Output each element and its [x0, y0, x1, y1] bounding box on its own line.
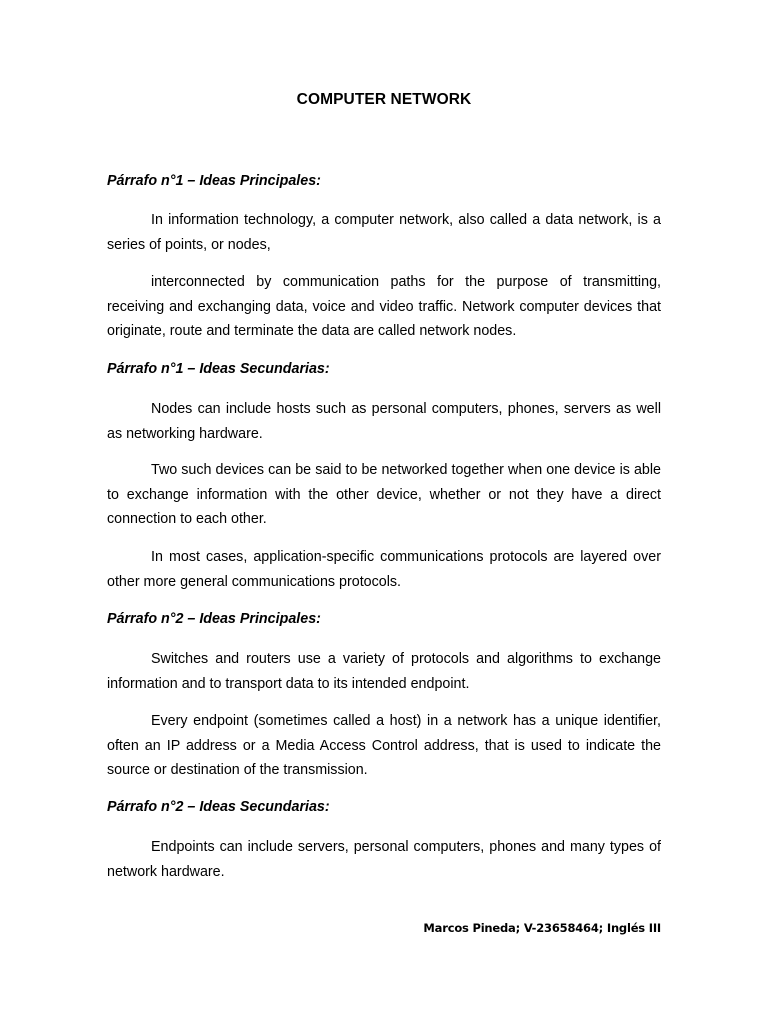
paragraph: interconnected by communication paths for the purpose of transmitting, receiving and exchanging data, voice and video traffic. Network computer devices that originate, route and terminate the data are called network nodes. [107, 274, 661, 340]
footer-author: Marcos Pineda; V-23658464; Inglés III [423, 921, 661, 935]
paragraph: In most cases, application-specific communications protocols are layered over other more general communications protocols. [107, 549, 661, 590]
section-heading: Párrafo n°1 – Ideas Principales: [107, 173, 321, 189]
paragraph: Every endpoint (sometimes called a host) in a network has a unique identifier, often an IP address or a Media Access Control address, that is used to indicate the source or destination of the transmission. [107, 713, 661, 779]
paragraph: Nodes can include hosts such as personal computers, phones, servers as well as networking hardware. [107, 401, 661, 442]
paragraph: Two such devices can be said to be networked together when one device is able to exchange information with the other device, whether or not they have a direct connection to each other. [107, 462, 661, 528]
page-title: COMPUTER NETWORK [296, 91, 472, 108]
paragraph: Switches and routers use a variety of protocols and algorithms to exchange information and to transport data to its intended endpoint. [107, 651, 661, 692]
paragraph: Endpoints can include servers, personal computers, phones and many types of network hardware. [107, 839, 661, 880]
section-heading: Párrafo n°2 – Ideas Secundarias: [107, 799, 330, 815]
section-heading: Párrafo n°2 – Ideas Principales: [107, 611, 321, 627]
section-heading: Párrafo n°1 – Ideas Secundarias: [107, 361, 330, 377]
paragraph: In information technology, a computer network, also called a data network, is a series of points, or nodes, [107, 212, 661, 253]
